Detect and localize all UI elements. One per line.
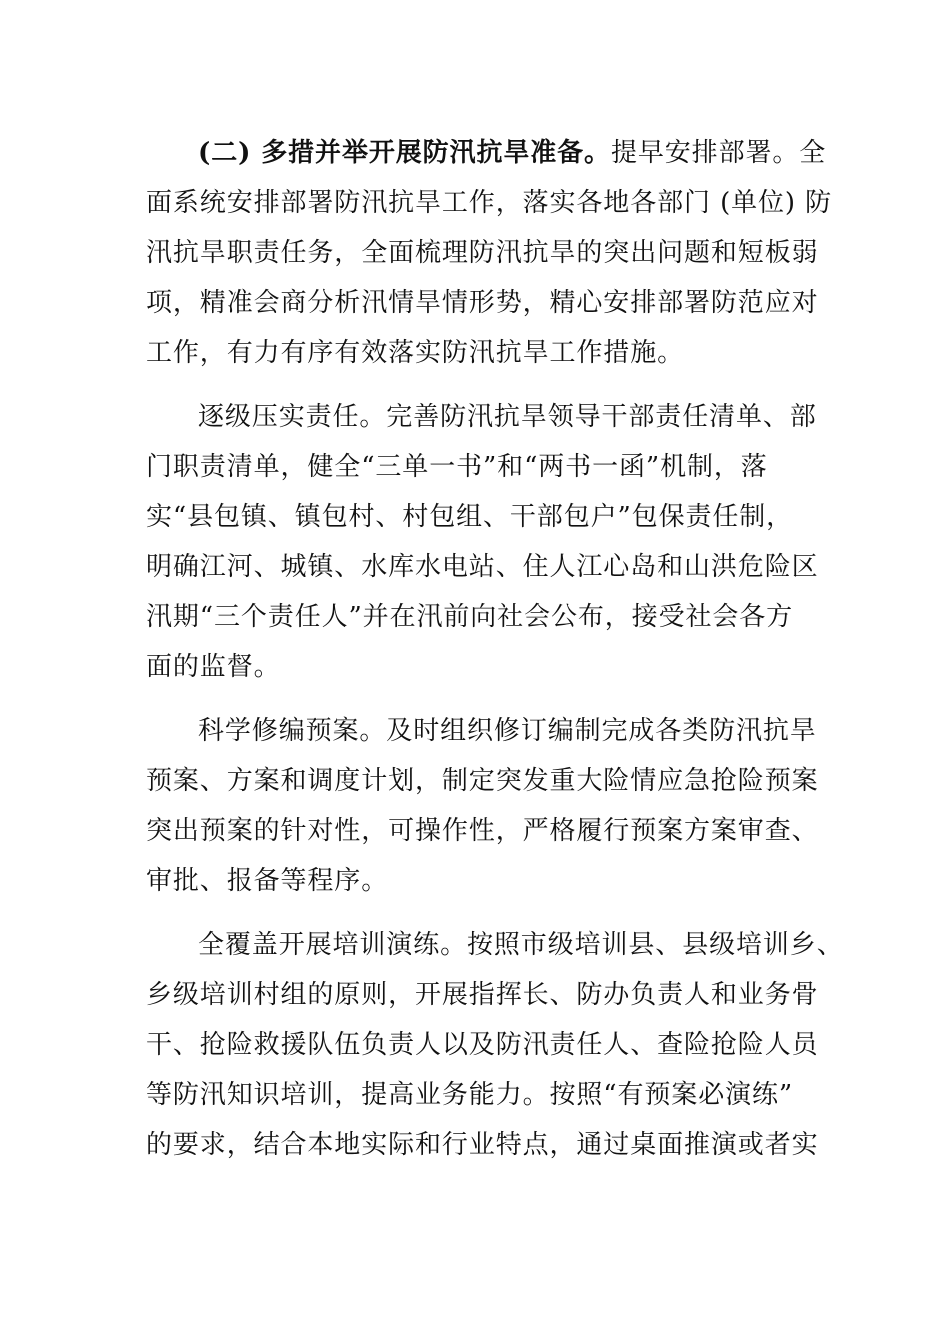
paragraph-text: 提早安排部署。全 — [610, 138, 827, 168]
section-heading: (二) 多措并举开展防汛抗旱准备。 — [198, 138, 611, 168]
paragraph-line: 面的监督。 — [146, 652, 281, 682]
paragraph-line: 科学修编预案。及时组织修订编制完成各类防汛抗旱 — [198, 716, 817, 746]
paragraph-line: 乡级培训村组的原则，开展指挥长、防办负责人和业务骨 — [146, 980, 819, 1010]
paragraph-flood-preparation — [146, 128, 833, 378]
paragraph-responsibility — [146, 392, 819, 692]
paragraph-line: 汛抗旱职责任务，全面梳理防汛抗旱的突出问题和短板弱 — [146, 238, 819, 268]
paragraph-line — [146, 128, 827, 178]
paragraph-line: 工作，有力有序有效落实防汛抗旱工作措施。 — [146, 338, 685, 368]
paragraph-line: 面系统安排部署防汛抗旱工作，落实各地各部门 (单位) 防 — [146, 188, 833, 218]
paragraph-line: 突出预案的针对性，可操作性，严格履行预案方案审查、 — [146, 816, 819, 846]
paragraph-line: 汛期“三个责任人”并在汛前向社会公布，接受社会各方 — [146, 602, 794, 632]
paragraph-line: 审批、报备等程序。 — [146, 866, 389, 896]
paragraph-line: 门职责清单，健全“三单一书”和“两书一函”机制，落 — [146, 452, 768, 482]
paragraph-training-drills — [146, 920, 844, 1170]
paragraph-line: 的要求，结合本地实际和行业特点，通过桌面推演或者实 — [146, 1130, 819, 1160]
paragraph-line: 实“县包镇、镇包村、村包组、干部包户”包保责任制， — [146, 502, 794, 532]
document-body — [146, 128, 844, 1184]
paragraph-line: 逐级压实责任。完善防汛抗旱领导干部责任清单、部 — [198, 402, 817, 432]
paragraph-line: 项，精准会商分析汛情旱情形势，精心安排部署防范应对 — [146, 288, 819, 318]
paragraph-line: 全覆盖开展培训演练。按照市级培训县、县级培训乡、 — [198, 930, 844, 960]
paragraph-line: 等防汛知识培训，提高业务能力。按照“有预案必演练” — [146, 1080, 794, 1110]
paragraph-contingency-plans — [146, 706, 819, 906]
paragraph-line: 预案、方案和调度计划，制定突发重大险情应急抢险预案 — [146, 766, 819, 796]
paragraph-line: 干、抢险救援队伍负责人以及防汛责任人、查险抢险人员 — [146, 1030, 819, 1060]
paragraph-line: 明确江河、城镇、水库水电站、住人江心岛和山洪危险区 — [146, 552, 819, 582]
